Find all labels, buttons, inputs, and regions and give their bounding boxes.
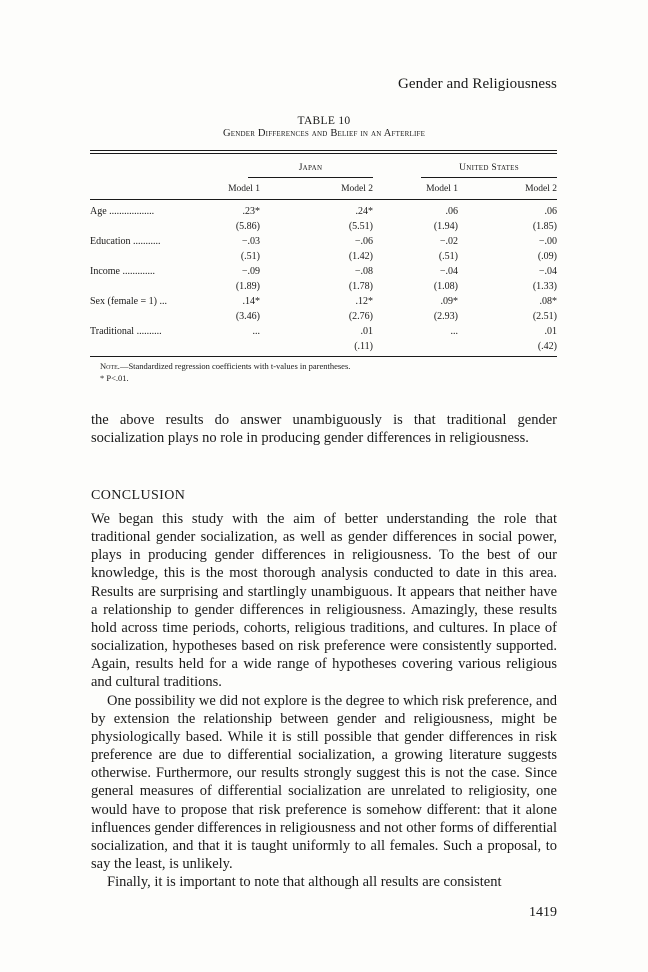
paragraph: Finally, it is important to note that although all results are consistent <box>107 874 502 891</box>
table-cell: (.42) <box>537 341 557 352</box>
table-cell: (.11) <box>354 341 373 352</box>
table-cell: (.09) <box>537 251 557 262</box>
table-cell: −.06 <box>354 236 373 247</box>
table-cell: (1.78) <box>348 281 373 292</box>
table-row <box>0 296 648 310</box>
table-cell: (1.42) <box>348 251 373 262</box>
table-cell: ... <box>252 326 260 337</box>
running-header: Gender and Religiousness <box>397 76 557 92</box>
table-cell: .06 <box>544 206 557 217</box>
table-note <box>100 361 350 371</box>
table-top-rule <box>90 150 557 151</box>
conclusion-body <box>91 510 557 891</box>
table-header-rule <box>90 199 557 200</box>
row-label: Education ........... <box>90 236 161 247</box>
table-cell: (.51) <box>240 251 260 262</box>
table-bottom-rule <box>90 356 557 357</box>
table-cell: (2.93) <box>433 311 458 322</box>
table-cell: .23* <box>242 206 260 217</box>
table-cell: .01 <box>544 326 557 337</box>
table-cell: (5.86) <box>235 221 260 232</box>
table-row <box>0 281 648 295</box>
table-cell: (.51) <box>438 251 458 262</box>
table-caption: Gender Differences and Belief in an Afterlife <box>222 128 426 139</box>
table-cell: (2.51) <box>532 311 557 322</box>
table-cell: −.02 <box>439 236 458 247</box>
group-header-japan: Japan <box>298 163 323 173</box>
group-underline-us <box>421 177 557 178</box>
table-cell: −.00 <box>538 236 557 247</box>
row-label: Age .................. <box>90 206 155 217</box>
page-number: 1419 <box>529 905 557 920</box>
body-paragraph <box>91 411 557 447</box>
table-footnote: * P<.01. <box>100 373 129 383</box>
table-cell: (5.51) <box>348 221 373 232</box>
table-cell: (1.89) <box>235 281 260 292</box>
table-cell: .24* <box>355 206 373 217</box>
paragraph: We began this study with the aim of better understanding the role that traditional gender socialization, as well as gender differences in social power, plays in producing gender differences in religiousness. To the best of our knowledge, this is the most thorough analysis conducted to date in this area. Results are surprising and startlingly unambiguous. It appears that neither have a relationship to gender differences in religiousness. Amazingly, these results hold across time periods, cohorts, religious traditions, and cultures. In place of socialization, hypotheses based on risk preference were consistently supported. Again, results held for a wide range of hypotheses covering various religious and cultural traditions. <box>91 511 557 691</box>
column-header-model: Model 1 <box>228 184 260 194</box>
column-header-model: Model 1 <box>426 184 458 194</box>
table-cell: (1.08) <box>433 281 458 292</box>
table-cell: (1.94) <box>433 221 458 232</box>
table-cell: .09* <box>440 296 458 307</box>
table-cell: (3.46) <box>235 311 260 322</box>
table-cell: −.04 <box>439 266 458 277</box>
row-label: Income ............. <box>90 266 155 277</box>
table-note-text: —Standardized regression coefficients with t-values in parentheses. <box>119 361 351 371</box>
table-cell: −.09 <box>241 266 260 277</box>
table-cell: .12* <box>355 296 373 307</box>
table-row <box>0 326 648 340</box>
table-cell: (1.85) <box>532 221 557 232</box>
table-top-rule-2 <box>90 153 557 154</box>
group-underline-japan <box>248 177 373 178</box>
table-cell: (2.76) <box>348 311 373 322</box>
table-row <box>0 221 648 235</box>
column-header-model: Model 2 <box>341 184 373 194</box>
table-row <box>0 341 648 355</box>
group-header-us: United States <box>459 163 519 173</box>
table-cell: .08* <box>539 296 557 307</box>
table-cell: (1.33) <box>532 281 557 292</box>
table-row <box>0 311 648 325</box>
section-heading: CONCLUSION <box>91 488 186 503</box>
table-cell: −.08 <box>354 266 373 277</box>
table-cell: .01 <box>360 326 373 337</box>
table-row <box>0 236 648 250</box>
table-cell: −.03 <box>241 236 260 247</box>
table-row <box>0 206 648 220</box>
column-header-model: Model 2 <box>525 184 557 194</box>
table-row <box>0 251 648 265</box>
table-title: TABLE 10 <box>297 115 351 127</box>
row-label: Sex (female = 1) ... <box>90 296 168 307</box>
table-note-label: Note. <box>100 361 120 371</box>
paragraph-continued: the above results do answer unambiguously is that traditional gender socialization plays no role in producing gender differences in religiousness. <box>91 412 557 447</box>
paragraph: One possibility we did not explore is the degree to which risk preference, and by extension the relationship between gender and religiousness, might be physiologically based. While it is still possible that gender differences in risk preference are due to differential socialization, a growing literature suggests otherwise. Furthermore, our results strongly suggest this is not the case. Since general measures of differential socialization are unrelated to religiosity, one would have to propose that risk preference is somehow different: that it alone influences gender differences in religiousness and not other forms of differential socialization, and that it is taught uniformly to all females. Such a proposal, to say the least, is unlikely. <box>91 692 557 872</box>
table-row <box>0 266 648 280</box>
table-cell: −.04 <box>538 266 557 277</box>
table-cell: ... <box>450 326 458 337</box>
table-cell: .14* <box>242 296 260 307</box>
row-label: Traditional .......... <box>90 326 162 337</box>
table-cell: .06 <box>445 206 458 217</box>
